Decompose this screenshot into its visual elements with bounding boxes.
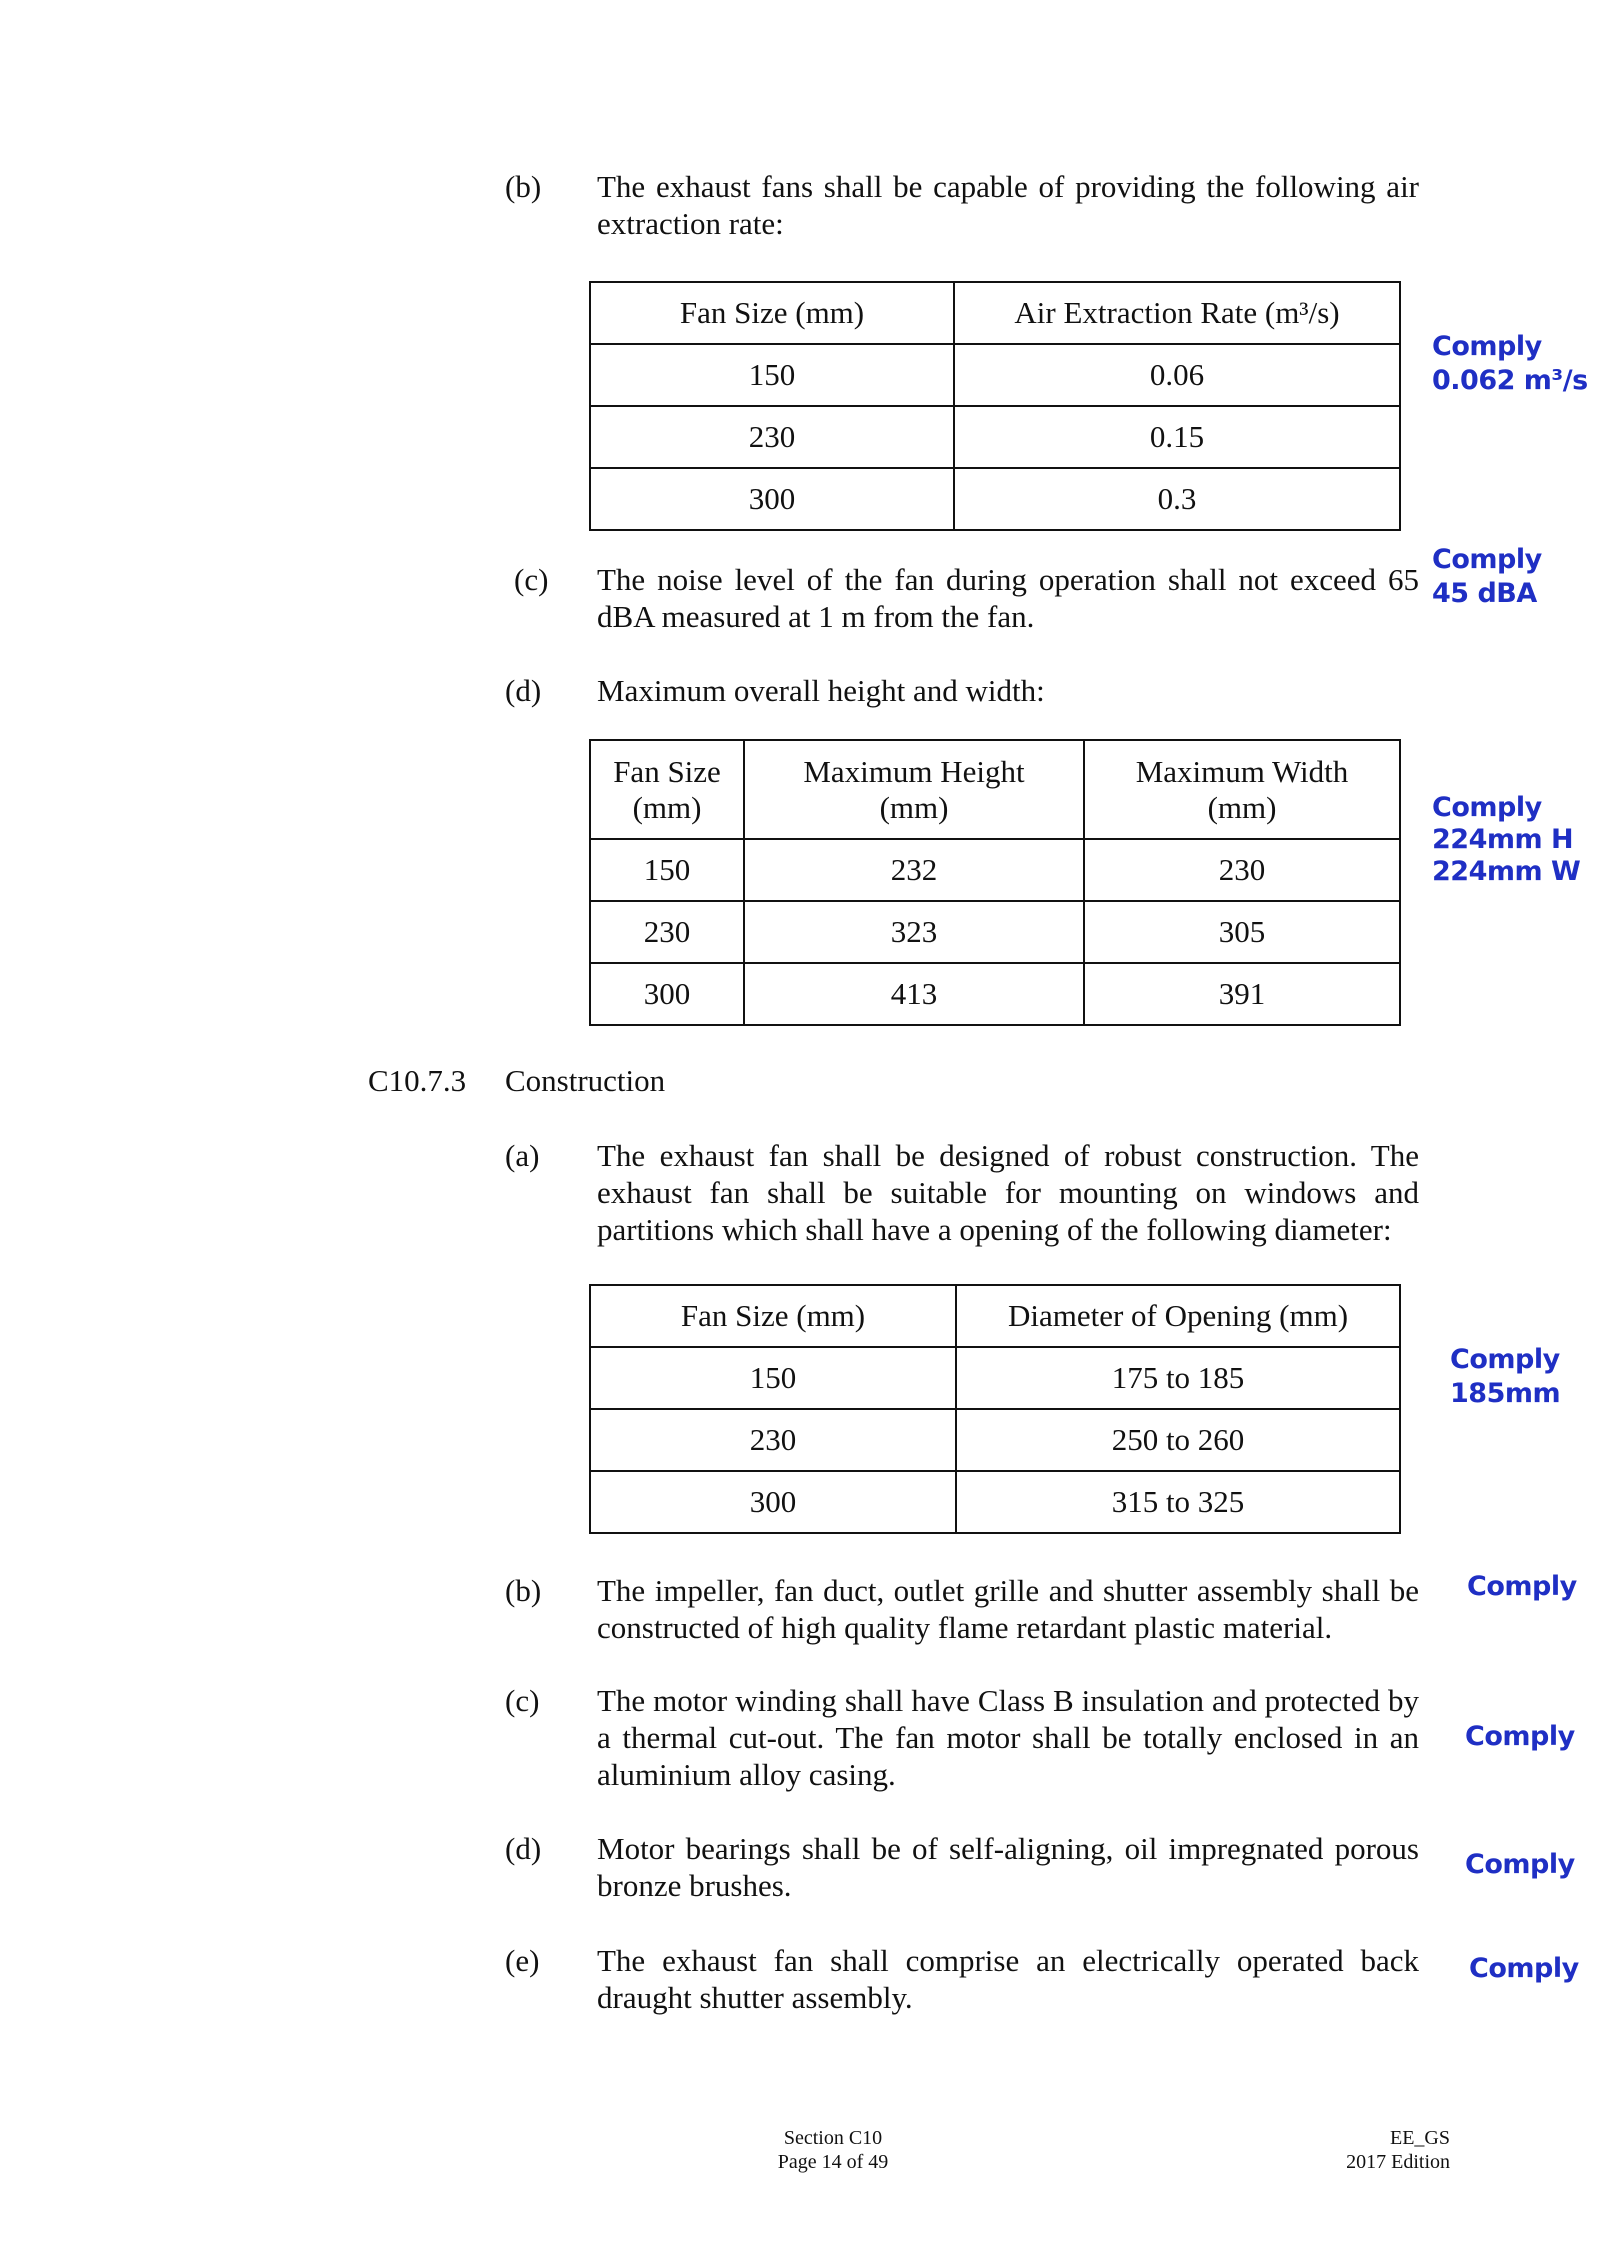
air-extraction-table (589, 281, 1401, 531)
table-cell: 300 (590, 1471, 956, 1533)
table-cell: 230 (1084, 839, 1400, 901)
note-line: Comply (1450, 1344, 1560, 1375)
table-cell: 323 (744, 901, 1084, 963)
paragraph-dimensions: Maximum overall height and width: (597, 673, 1045, 708)
opening-diameter-table (589, 1284, 1401, 1534)
table-row (590, 839, 1400, 901)
handwritten-comply-note: Comply (1467, 1571, 1577, 1602)
table-cell: 230 (590, 406, 954, 468)
table-row (590, 963, 1400, 1025)
table-header-row (590, 282, 1400, 344)
footer-doc-code: EE_GS (1390, 2127, 1450, 2149)
table-cell: 232 (744, 839, 1084, 901)
handwritten-comply-note (1450, 1343, 1560, 1411)
note-line: 45 dBA (1432, 578, 1537, 609)
paragraph-motor-bearings: Motor bearings shall be of self-aligning, oil impregnated porous bronze brushes. (597, 1831, 1419, 1903)
table-cell: 150 (590, 839, 744, 901)
header-line: (mm) (632, 789, 702, 825)
paragraph-plastic-material: The impeller, fan duct, outlet grille and shutter assembly shall be constructed of high quality flame retardant plastic material. (597, 1573, 1419, 1645)
note-line: 0.062 m³/s (1432, 365, 1588, 396)
table-cell: 0.15 (954, 406, 1400, 468)
table-header-row (590, 1285, 1400, 1347)
table-cell: 0.06 (954, 344, 1400, 406)
table-row (590, 468, 1400, 530)
note-line: 224mm H (1432, 824, 1574, 855)
item-label-c: (c) (505, 1683, 540, 1718)
footer-edition: 2017 Edition (1346, 2151, 1450, 2173)
table-header-cell: Fan Size (mm) (590, 282, 954, 344)
header-line: (mm) (879, 789, 949, 825)
paragraph-air-extraction: The exhaust fans shall be capable of providing the following air extraction rate: (597, 169, 1419, 241)
table-header-cell (1084, 740, 1400, 839)
table-header-cell (590, 740, 744, 839)
header-line: Maximum Height (803, 753, 1025, 789)
footer-section: Section C10 (783, 2127, 883, 2149)
footer-left (733, 2126, 933, 2174)
handwritten-comply-note (1432, 543, 1542, 611)
note-line: Comply (1432, 331, 1542, 362)
table-header-row (590, 740, 1400, 839)
table-cell: 0.3 (954, 468, 1400, 530)
header-line: Fan Size (613, 753, 721, 789)
clause-title: Construction (505, 1063, 666, 1098)
table-cell: 315 to 325 (956, 1471, 1400, 1533)
header-line: (mm) (1207, 789, 1277, 825)
header-line: Maximum Width (1135, 753, 1349, 789)
handwritten-comply-note: Comply (1465, 1849, 1575, 1880)
table-cell: 300 (590, 468, 954, 530)
table-cell: 150 (590, 1347, 956, 1409)
table-cell: 413 (744, 963, 1084, 1025)
table-cell: 175 to 185 (956, 1347, 1400, 1409)
table-cell: 300 (590, 963, 744, 1025)
item-label-e: (e) (505, 1943, 540, 1978)
item-label-b: (b) (505, 1573, 542, 1608)
note-line: Comply (1432, 792, 1542, 823)
handwritten-comply-note (1432, 330, 1588, 398)
table-row (590, 344, 1400, 406)
item-label-c: (c) (514, 562, 549, 597)
table-row (590, 406, 1400, 468)
table-row (590, 901, 1400, 963)
paragraph-robust-construction: The exhaust fan shall be designed of robust construction. The exhaust fan shall be suitable for mounting on windows and partitions which shall have a opening of the following diameter: (597, 1138, 1419, 1247)
note-line: 185mm (1450, 1378, 1561, 1409)
handwritten-comply-note (1432, 792, 1580, 888)
item-label-d: (d) (505, 1831, 542, 1866)
table-header-cell: Diameter of Opening (mm) (956, 1285, 1400, 1347)
table-row (590, 1471, 1400, 1533)
table-row (590, 1409, 1400, 1471)
paragraph-motor-winding: The motor winding shall have Class B insulation and protected by a thermal cut-out. The fan motor shall be totally enclosed in an aluminium alloy casing. (597, 1683, 1419, 1792)
table-cell: 230 (590, 901, 744, 963)
handwritten-comply-note: Comply (1465, 1721, 1575, 1752)
clause-number: C10.7.3 (368, 1063, 467, 1098)
dimensions-table (589, 739, 1401, 1026)
paragraph-noise-level: The noise level of the fan during operation shall not exceed 65 dBA measured at 1 m from the fan. (597, 562, 1419, 634)
item-label-b: (b) (505, 169, 542, 204)
item-label-a: (a) (505, 1138, 540, 1173)
footer-right (1290, 2126, 1450, 2174)
table-cell: 150 (590, 344, 954, 406)
table-row (590, 1347, 1400, 1409)
table-cell: 391 (1084, 963, 1400, 1025)
item-label-d: (d) (505, 673, 542, 708)
table-cell: 250 to 260 (956, 1409, 1400, 1471)
table-cell: 230 (590, 1409, 956, 1471)
table-cell: 305 (1084, 901, 1400, 963)
footer-page-number: Page 14 of 49 (777, 2151, 889, 2173)
note-line: 224mm W (1432, 856, 1581, 887)
table-header-cell: Air Extraction Rate (m³/s) (954, 282, 1400, 344)
table-header-cell (744, 740, 1084, 839)
paragraph-shutter-assembly: The exhaust fan shall comprise an electrically operated back draught shutter assembly. (597, 1943, 1419, 2015)
handwritten-comply-note: Comply (1469, 1953, 1579, 1984)
note-line: Comply (1432, 544, 1542, 575)
table-header-cell: Fan Size (mm) (590, 1285, 956, 1347)
